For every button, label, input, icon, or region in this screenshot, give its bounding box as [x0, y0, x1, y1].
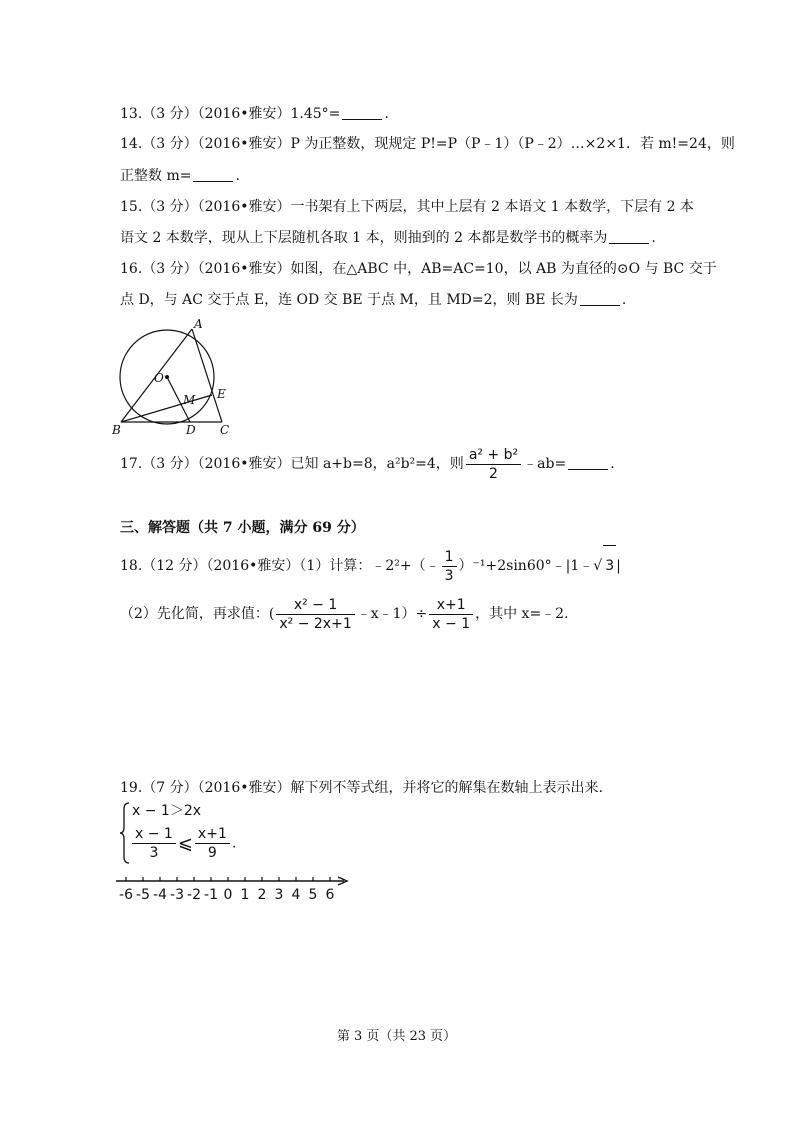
relation-symbol: ⩽ — [177, 833, 193, 854]
question-14-text: 正整数 m= — [120, 168, 192, 184]
center-point — [165, 375, 169, 379]
question-15-end: . — [651, 230, 656, 246]
question-18-end: | — [616, 558, 621, 574]
fraction — [276, 596, 354, 633]
section-header: 三、解答题（共 7 小题，满分 69 分） — [120, 520, 365, 536]
fraction-numerator: 1 — [442, 548, 457, 567]
fraction-denominator: 3 — [444, 567, 454, 584]
label-e: E — [217, 387, 226, 401]
tick-label: -5 — [136, 887, 150, 903]
answer-blank — [193, 167, 233, 182]
fraction-denominator: 9 — [207, 845, 217, 861]
question-17-text: 17.（3 分）（2016•雅安）已知 a+b=8，a²b²=4，则 — [120, 456, 464, 472]
fraction-denominator: x² − 2x+1 — [279, 615, 352, 632]
answer-blank — [342, 105, 382, 120]
tick-label: -4 — [153, 887, 167, 903]
fraction — [442, 548, 457, 585]
sqrt-symbol: √ — [593, 558, 603, 574]
label-o: O — [154, 371, 164, 385]
page-footer: 第 3 页（共 23 页） — [336, 1029, 457, 1044]
answer-blank — [568, 455, 608, 470]
question-17-end: . — [610, 456, 615, 472]
question-17 — [120, 444, 680, 484]
inequality-1: x − 1＞2x — [132, 803, 202, 819]
question-18-part2-end: ，其中 x=﹣2. — [475, 606, 569, 622]
sqrt-radicand: 3 — [603, 545, 616, 586]
segment-ac — [192, 329, 222, 422]
question-13 — [120, 104, 680, 124]
label-m: M — [183, 393, 196, 407]
fraction — [429, 596, 473, 633]
fraction — [466, 446, 521, 483]
question-19: 19.（7 分）（2016•雅安）解下列不等式组，并将它的解集在数轴上表示出来. — [120, 780, 603, 796]
answer-blank — [580, 291, 620, 306]
fraction — [132, 825, 176, 862]
tick-label: -3 — [170, 887, 184, 903]
question-15-line2 — [120, 228, 680, 248]
label-a: A — [194, 317, 203, 331]
fraction-numerator: x+1 — [429, 596, 473, 615]
tick-label: -1 — [204, 887, 218, 903]
question-13-text: 13.（3 分）（2016•雅安）1.45°= — [120, 106, 341, 122]
question-16-end: . — [621, 292, 627, 308]
fraction-numerator: x² − 1 — [276, 596, 354, 615]
brace-icon — [120, 801, 130, 865]
fraction-numerator: x − 1 — [132, 825, 176, 844]
question-17-after: ﹣ab= — [523, 456, 567, 472]
tick-label: -2 — [187, 887, 201, 903]
label-b: B — [112, 423, 121, 437]
inequality-2 — [130, 825, 236, 862]
fraction-denominator: 2 — [489, 465, 498, 482]
label-c: C — [220, 423, 230, 437]
tick-label: 2 — [257, 887, 267, 903]
tick-label: 0 — [223, 887, 233, 903]
question-15-text: 语文 2 本数学，现从上下层随机各取 1 本，则抽到的 2 本都是数学书的概率为 — [120, 230, 608, 246]
tick-label: 1 — [240, 887, 250, 903]
tick-label: 6 — [325, 887, 335, 903]
tick-label: 4 — [291, 887, 301, 903]
question-16-text: 点 D，与 AC 交于点 E，连 OD 交 BE 于点 M，且 MD=2，则 BE 长为 — [120, 292, 578, 308]
answer-blank — [609, 229, 649, 244]
inequality-2-end: . — [231, 835, 237, 852]
question-14-end: . — [235, 168, 240, 184]
question-16-line1: 16.（3 分）（2016•雅安）如图，在△ABC 中，AB=AC=10，以 AB 为直径的⊙O 与 BC 交于 — [120, 261, 717, 277]
segment-be — [121, 395, 212, 422]
question-14-line1: 14.（3 分）（2016•雅安）P 为正整数，现规定 P!=P（P﹣1）（P﹣2）…×2×1．若 m!=24，则 — [120, 136, 735, 152]
fraction-numerator: a² + b² — [466, 446, 521, 465]
question-13-end: . — [384, 106, 389, 122]
number-line — [114, 872, 354, 904]
question-18-text: 18.（12 分）（2016•雅安）（1）计算：﹣2²+（﹣ — [120, 558, 440, 574]
question-18-part2-text: （2）先化简，再求值：( — [120, 606, 275, 622]
fraction-numerator: x+1 — [195, 825, 230, 844]
tick-label: -6 — [119, 887, 133, 903]
fraction-denominator: 3 — [149, 845, 159, 861]
question-16-line2 — [120, 290, 680, 310]
question-18-mid: ）⁻¹+2sin60°﹣|1﹣ — [458, 558, 594, 574]
question-18-part2-mid: ﹣x﹣1）÷ — [356, 606, 428, 622]
question-15-line1: 15.（3 分）（2016•雅安）一书架有上下两层，其中上层有 2 本语文 1 本数学，下层有 2 本 — [120, 199, 694, 215]
geometry-figure — [112, 316, 242, 438]
fraction — [195, 825, 230, 862]
tick-label: 3 — [274, 887, 284, 903]
tick-label: 5 — [308, 887, 318, 903]
fraction-denominator: x − 1 — [432, 615, 471, 632]
question-14-line2 — [120, 166, 680, 186]
label-d: D — [186, 423, 196, 437]
question-18-part1 — [120, 545, 680, 586]
tick-label-group — [119, 887, 335, 903]
question-18-part2 — [120, 594, 680, 634]
